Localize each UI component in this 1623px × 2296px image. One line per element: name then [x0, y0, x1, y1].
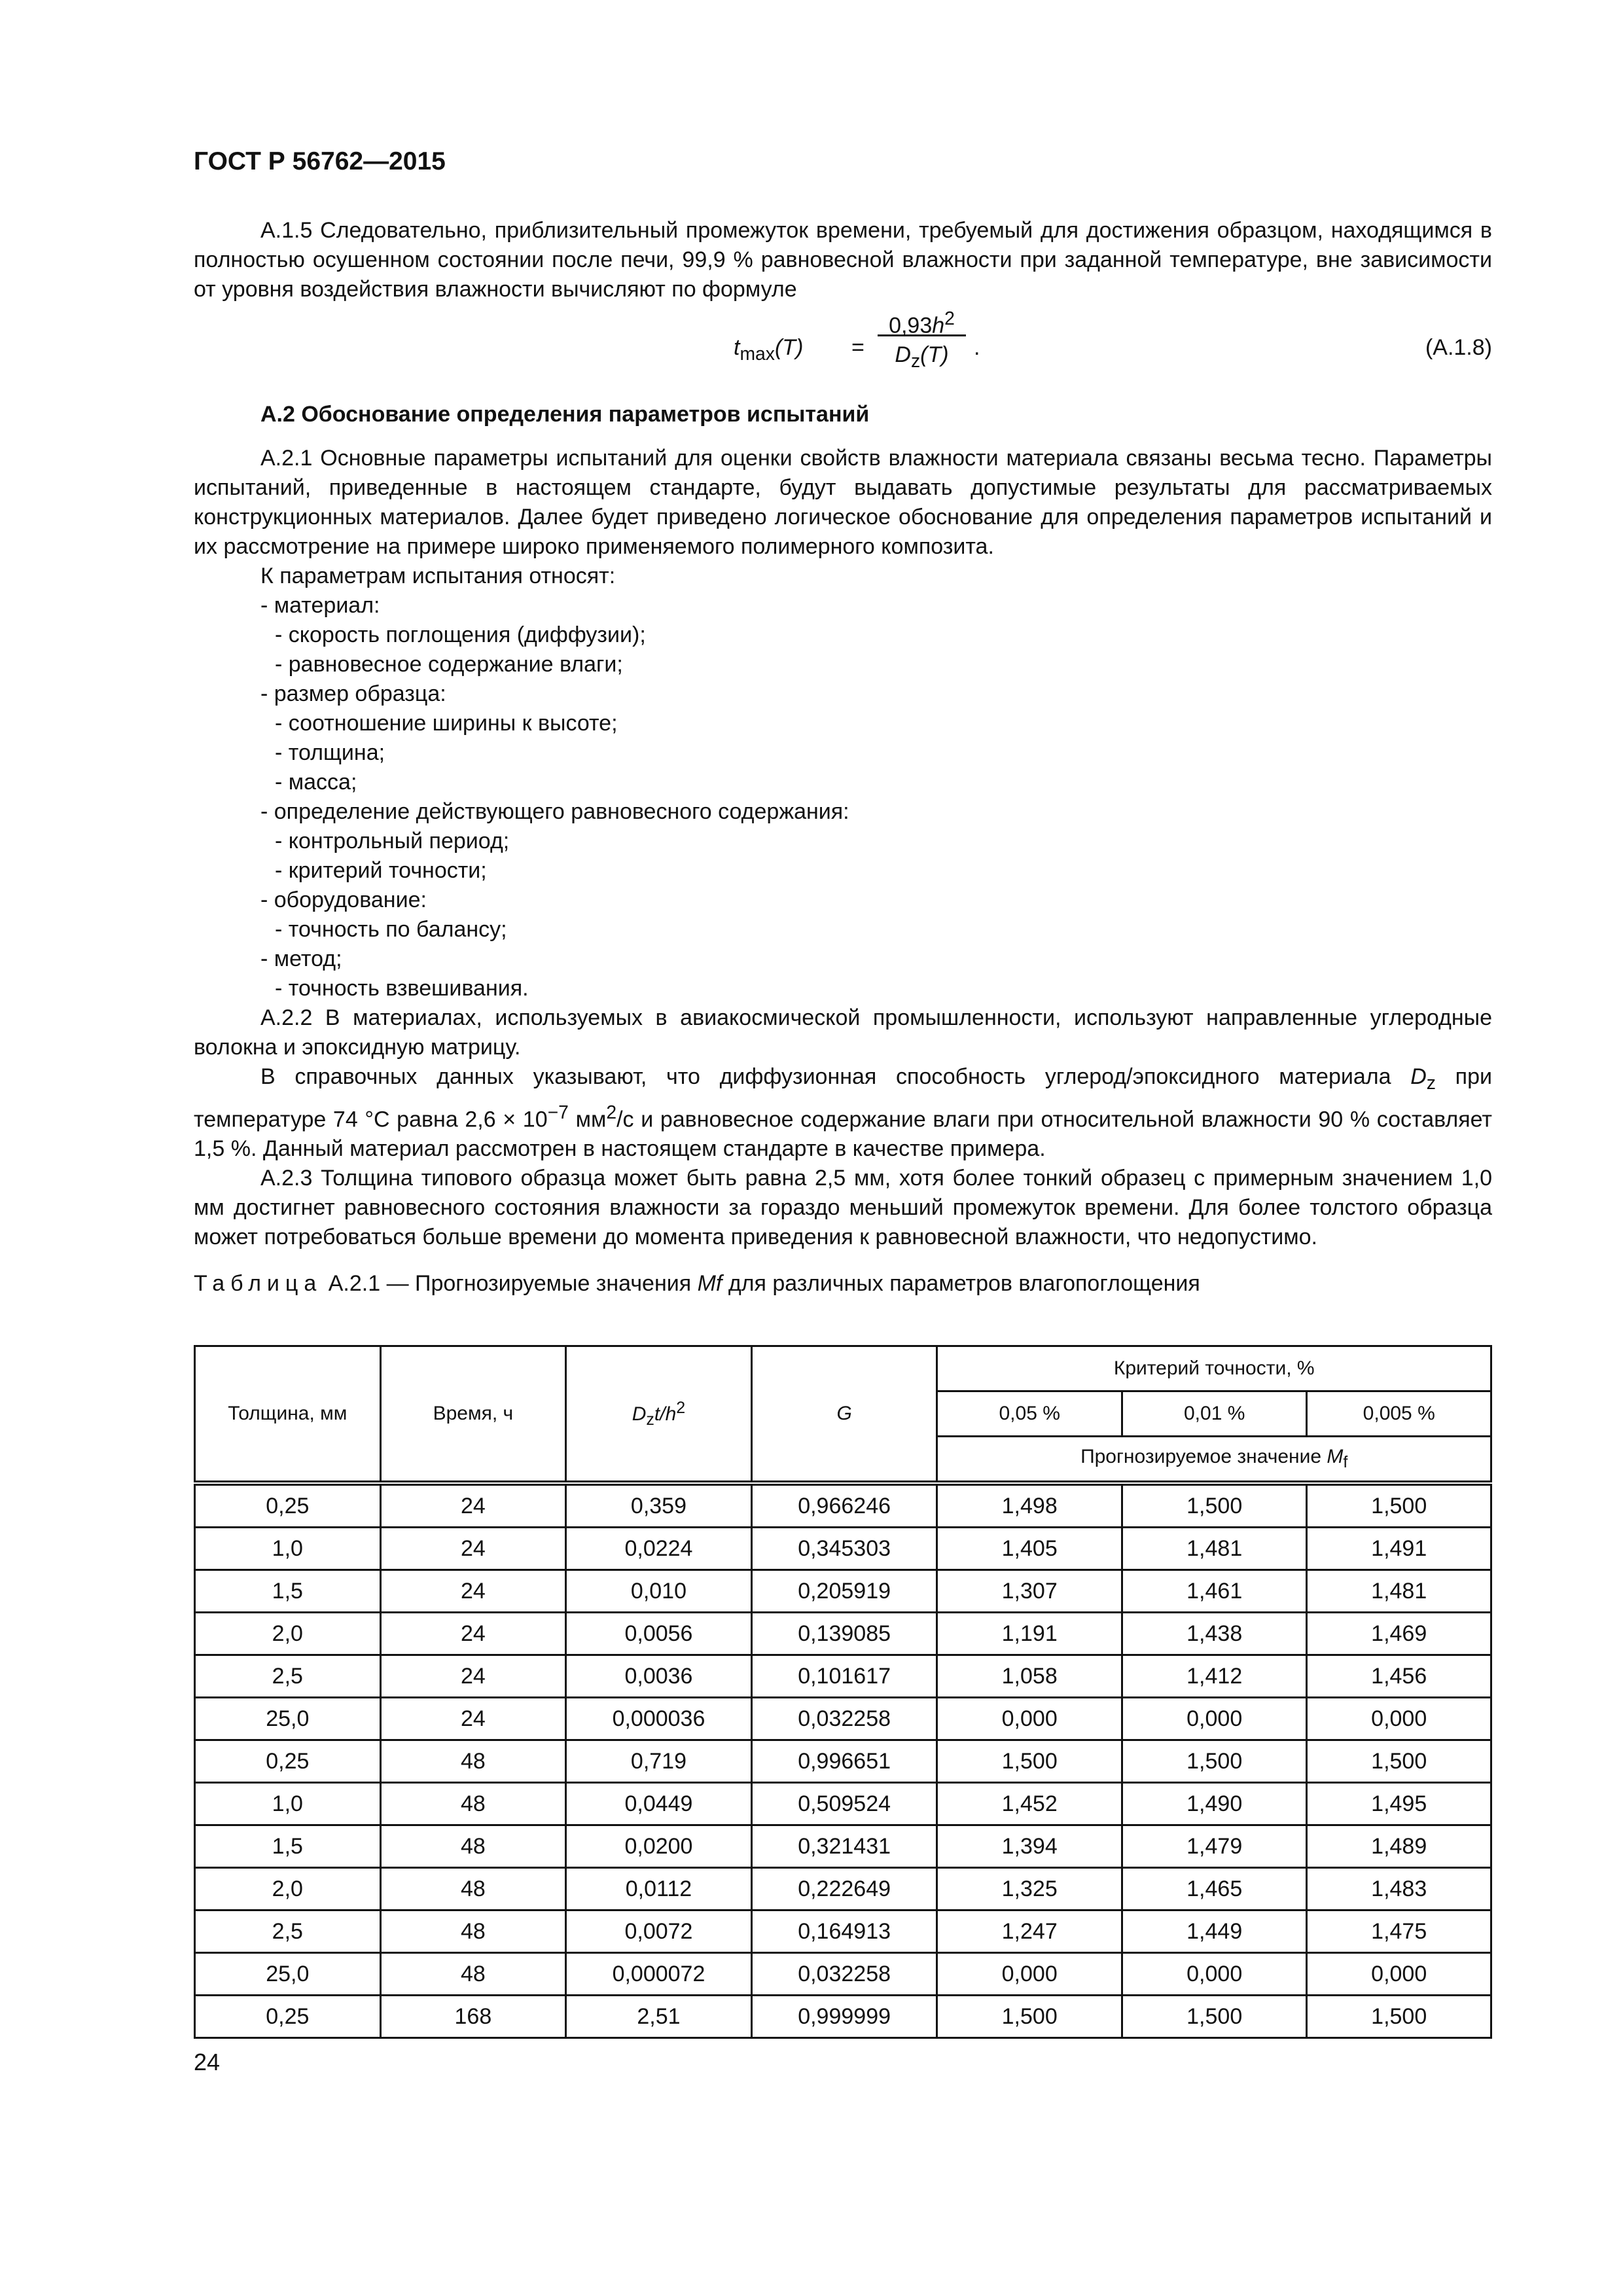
table-cell: 1,500: [1122, 1740, 1307, 1783]
formula-number: (А.1.8): [1425, 335, 1492, 360]
predicted-var: M: [1327, 1446, 1344, 1467]
table-cell: 0,000072: [566, 1953, 752, 1996]
table-cell: 48: [380, 1825, 566, 1868]
g-var: G: [836, 1403, 852, 1424]
table-cell: 168: [380, 1996, 566, 2038]
table-cell: 1,490: [1122, 1783, 1307, 1825]
table-cell: 0,345303: [751, 1528, 937, 1570]
list-item: - равновесное содержание влаги;: [275, 652, 623, 677]
table-cell: 0,000: [1122, 1698, 1307, 1740]
table-cell: 0,000: [1307, 1698, 1491, 1740]
table-cell: 1,481: [1122, 1528, 1307, 1570]
group-header-predicted: [937, 1437, 1491, 1484]
list-item: - соотношение ширины к высоте;: [275, 711, 618, 736]
table-cell: 0,25: [195, 1996, 381, 2038]
list-item: - размер образца:: [260, 681, 446, 706]
table-cell: 0,222649: [751, 1868, 937, 1910]
table-cell: 1,456: [1307, 1655, 1491, 1698]
table-cell: 1,0: [195, 1783, 381, 1825]
table-cell: 0,966246: [751, 1483, 937, 1528]
table-row: [195, 1825, 1491, 1868]
table-cell: 2,5: [195, 1655, 381, 1698]
table-cell: 0,010: [566, 1570, 752, 1613]
list-item: - точность взвешивания.: [275, 976, 529, 1001]
table-cell: 48: [380, 1953, 566, 1996]
formula-denominator: [878, 336, 966, 376]
table-cell: 25,0: [195, 1953, 381, 1996]
list-item: - определение действующего равновесного содержания:: [260, 799, 849, 824]
table-cell: 48: [380, 1868, 566, 1910]
table-cell: 0,101617: [751, 1655, 937, 1698]
table-cell: 0,000: [937, 1953, 1122, 1996]
formula-t-arg: (T): [774, 335, 804, 360]
formula-num-var: h: [932, 313, 945, 338]
table-cell: 0,000: [937, 1698, 1122, 1740]
formula-den-arg: (T): [920, 342, 949, 367]
table-cell: 0,139085: [751, 1613, 937, 1655]
paragraph-a21: А.2.1 Основные параметры испытаний для оценки свойств влажности материала связаны весьма тесно. Параметры испытаний, приведенные в настоящем стандарте, будут выдавать допустимые результаты для рассматриваемых конструкционных материалов. Далее будет приведено логическое обоснование для определения параметров испытаний и их рассмотрение на примере широко применяемого полимерного композита.: [194, 446, 1492, 559]
formula-numerator: [878, 304, 966, 336]
page-number: 24: [194, 2049, 221, 2075]
table-cell: 1,469: [1307, 1613, 1491, 1655]
table-cell: 0,719: [566, 1740, 752, 1783]
paragraph-a22: А.2.2 В материалах, используемых в авиакосмической промышленности, используют направленные углеродные волокна и эпоксидную матрицу.: [194, 1005, 1492, 1060]
dz-sub: z: [646, 1410, 654, 1429]
table-cell: 1,461: [1122, 1570, 1307, 1613]
dz-pow: 2: [676, 1398, 686, 1417]
list-item: - контрольный период;: [275, 829, 510, 853]
list-item: - критерий точности;: [275, 858, 487, 883]
data-table: [194, 1345, 1492, 2039]
table-cell: 1,483: [1307, 1868, 1491, 1910]
table-caption-label: Таблица: [194, 1271, 323, 1297]
ref-text-1: В справочных данных указывают, что диффузионная способность углерод/эпоксидного материала: [260, 1064, 1411, 1089]
formula-num-coef: 0,93: [889, 313, 933, 338]
table-row: [195, 1910, 1491, 1953]
col-header-g: [751, 1346, 937, 1484]
paragraph-a15: А.1.5 Следовательно, приблизительный промежуток времени, требуемый для достижения образцом, находящимся в полностью осушенном состоянии после печи, 99,9 % равновесной влажности при заданной температуре, вне зависимости от уровня воздействия влажности вычисляют по формуле: [194, 218, 1492, 302]
col-header-crit-3: 0,005 %: [1307, 1391, 1491, 1437]
col-header-time: Время, ч: [380, 1346, 566, 1484]
table-cell: 1,325: [937, 1868, 1122, 1910]
table-cell: 2,0: [195, 1868, 381, 1910]
formula-fraction: [878, 304, 966, 376]
list-item: - масса;: [275, 770, 357, 795]
table-cell: 1,498: [937, 1483, 1122, 1528]
ref-var-sub: z: [1426, 1072, 1436, 1094]
table-caption: [194, 1269, 1492, 1299]
table-row: [195, 1613, 1491, 1655]
table-cell: 1,452: [937, 1783, 1122, 1825]
table-cell: 0,0036: [566, 1655, 752, 1698]
formula-den-var: D: [895, 342, 911, 367]
table-cell: 0,000: [1122, 1953, 1307, 1996]
table-cell: 1,5: [195, 1570, 381, 1613]
table-cell: 1,481: [1307, 1570, 1491, 1613]
table-cell: 1,307: [937, 1570, 1122, 1613]
table-body: [195, 1483, 1491, 2038]
list-intro: К параметрам испытания относят:: [260, 564, 616, 588]
formula-num-pow: 2: [944, 308, 955, 329]
table-cell: 1,491: [1307, 1528, 1491, 1570]
col-header-thickness: Толщина, мм: [195, 1346, 381, 1484]
table-cell: 48: [380, 1740, 566, 1783]
table-cell: 24: [380, 1528, 566, 1570]
list-item: - толщина;: [275, 740, 385, 765]
table-cell: 1,438: [1122, 1613, 1307, 1655]
table-cell: 24: [380, 1698, 566, 1740]
table-cell: 1,500: [1307, 1740, 1491, 1783]
formula-a18: [194, 304, 1492, 379]
table-cell: 0,359: [566, 1483, 752, 1528]
table-cell: 0,321431: [751, 1825, 937, 1868]
table-cell: 1,495: [1307, 1783, 1491, 1825]
list-item: - оборудование:: [260, 888, 427, 912]
table-row: [195, 1783, 1491, 1825]
list-item: - материал:: [260, 593, 380, 618]
col-header-crit-2: 0,01 %: [1122, 1391, 1307, 1437]
document-header: ГОСТ Р 56762—2015: [194, 147, 446, 175]
table-cell: 1,489: [1307, 1825, 1491, 1868]
table-cell: 1,5: [195, 1825, 381, 1868]
table-cell: 0,0056: [566, 1613, 752, 1655]
table-cell: 0,205919: [751, 1570, 937, 1613]
formula-t-sub: max: [740, 343, 775, 365]
list-item: - скорость поглощения (диффузии);: [275, 622, 646, 647]
table-cell: 0,0224: [566, 1528, 752, 1570]
formula-dot: .: [974, 335, 980, 360]
table-cell: 0,032258: [751, 1698, 937, 1740]
ref-exponent: −7: [547, 1102, 569, 1123]
formula-equals: =: [851, 335, 865, 360]
table-cell: 1,412: [1122, 1655, 1307, 1698]
table-row: [195, 1953, 1491, 1996]
table-cell: 2,51: [566, 1996, 752, 2038]
table-cell: 1,247: [937, 1910, 1122, 1953]
table-cell: 0,25: [195, 1740, 381, 1783]
table-cell: 0,032258: [751, 1953, 937, 1996]
ref-text-4: /с и равновесное содержание влаги при относительной влажности 90 % составляет 1,5 %. Данный материал рассмотрен в настоящем стандарте в качестве примера.: [194, 1107, 1492, 1162]
table-cell: 0,0112: [566, 1868, 752, 1910]
ref-text-2: при температуре 74 °C равна 2,6 × 10: [194, 1064, 1492, 1132]
table-cell: 2,5: [195, 1910, 381, 1953]
table-cell: 1,449: [1122, 1910, 1307, 1953]
table-caption-var: Mf: [697, 1271, 722, 1297]
dz-var: D: [632, 1403, 647, 1425]
table-cell: 0,000: [1307, 1953, 1491, 1996]
ref-exponent-2: 2: [606, 1102, 617, 1123]
table-row: [195, 1528, 1491, 1570]
table-cell: 1,500: [1122, 1996, 1307, 2038]
list-item: - точность по балансу;: [275, 917, 507, 942]
ref-text-3: мм: [568, 1107, 607, 1132]
table-cell: 1,500: [937, 1740, 1122, 1783]
dz-rest: t/h: [654, 1403, 677, 1425]
table-cell: 1,394: [937, 1825, 1122, 1868]
table-cell: 24: [380, 1570, 566, 1613]
table-cell: 0,0200: [566, 1825, 752, 1868]
table-cell: 48: [380, 1783, 566, 1825]
table-cell: 0,999999: [751, 1996, 937, 2038]
table-cell: 25,0: [195, 1698, 381, 1740]
table-cell: 1,500: [937, 1996, 1122, 2038]
table-cell: 1,500: [1122, 1483, 1307, 1528]
formula-t: t: [734, 335, 740, 360]
group-header-criterion: Критерий точности, %: [937, 1346, 1491, 1391]
table-cell: 24: [380, 1613, 566, 1655]
page-content: [194, 216, 1492, 1299]
table-cell: 1,191: [937, 1613, 1122, 1655]
col-header-dz: [566, 1346, 752, 1484]
table-cell: 1,465: [1122, 1868, 1307, 1910]
predicted-label: Прогнозируемое значение: [1080, 1446, 1327, 1467]
table-caption-tail: для различных параметров влагопоглощения: [722, 1271, 1200, 1297]
formula-den-sub: z: [910, 350, 921, 372]
table-cell: 0,000036: [566, 1698, 752, 1740]
section-title-a2: А.2 Обоснование определения параметров испытаний: [260, 402, 870, 427]
paragraph-a23: А.2.3 Толщина типового образца может быть равна 2,5 мм, хотя более тонкий образец с примерным значением 1,0 мм достигнет равновесного состояния влажности за гораздо меньший промежуток времени. Для более толстого образца может потребоваться больше времени до момента приведения к равновесной влажности, что недопустимо.: [194, 1166, 1492, 1250]
ref-var-d: D: [1410, 1064, 1427, 1089]
predicted-sub: f: [1343, 1453, 1348, 1471]
table-cell: 0,996651: [751, 1740, 937, 1783]
table-row: [195, 1996, 1491, 2038]
col-header-crit-1: 0,05 %: [937, 1391, 1122, 1437]
parameter-list: [194, 591, 1492, 1003]
table-row: [195, 1740, 1491, 1783]
list-item: - метод;: [260, 946, 342, 971]
table-row: [195, 1655, 1491, 1698]
table-row: [195, 1483, 1491, 1528]
table-cell: 1,0: [195, 1528, 381, 1570]
table-cell: 0,509524: [751, 1783, 937, 1825]
table-cell: 24: [380, 1483, 566, 1528]
table-cell: 0,0449: [566, 1783, 752, 1825]
table-cell: 1,500: [1307, 1996, 1491, 2038]
table-cell: 2,0: [195, 1613, 381, 1655]
table-row: [195, 1570, 1491, 1613]
table-cell: 0,0072: [566, 1910, 752, 1953]
table-row: [195, 1868, 1491, 1910]
table-cell: 1,058: [937, 1655, 1122, 1698]
table-cell: 48: [380, 1910, 566, 1953]
table-cell: 1,475: [1307, 1910, 1491, 1953]
table-cell: 0,25: [195, 1483, 381, 1528]
formula-lhs: [734, 333, 803, 369]
table-cell: 1,405: [937, 1528, 1122, 1570]
table-cell: 24: [380, 1655, 566, 1698]
table-caption-text: А.2.1 — Прогнозируемые значения: [322, 1271, 698, 1297]
table-cell: 1,479: [1122, 1825, 1307, 1868]
paragraph-reference-data: [194, 1062, 1492, 1164]
table-row: [195, 1698, 1491, 1740]
table-cell: 0,164913: [751, 1910, 937, 1953]
table-cell: 1,500: [1307, 1483, 1491, 1528]
